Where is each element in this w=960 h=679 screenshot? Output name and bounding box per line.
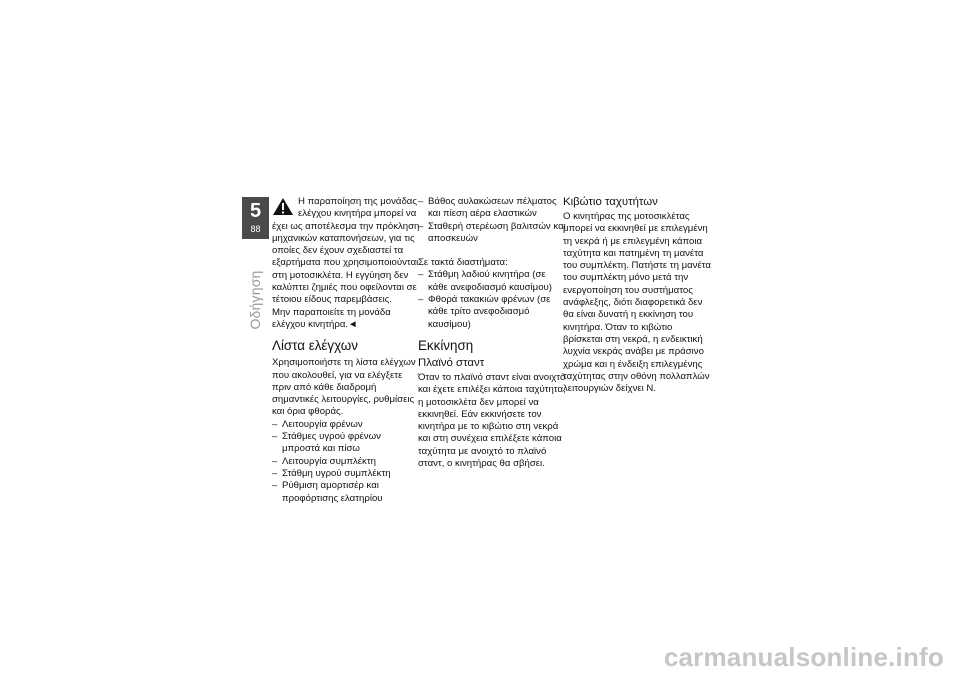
checklist-list-continued	[418, 196, 566, 245]
interval-list	[418, 269, 566, 330]
list-item: – Στάθμη υγρού συμπλέκτη	[272, 468, 420, 480]
gearbox-heading: Κιβώτιο ταχυτήτων	[563, 196, 658, 208]
list-item: – Ρύθμιση αμορτισέρ και προφόρτισης ελατηρίου	[272, 480, 420, 505]
column-2	[418, 196, 566, 470]
column-3	[563, 196, 711, 395]
warning-text: Η παραποίηση της μονάδας ελέγχου κινητήρα μπορεί να έχει ως αποτέλεσμα την πρόκληση μηχανικών καταπονήσεων, για τις οποίες δεν έχουν σχεδιαστεί τα εξαρτήματα που χρησιμοποιούνται στη μοτοσικλέτα. Η εγγύηση δεν καλύπτει ζημιές που οφείλονται σε τέτοιου είδους παρεμβάσεις.	[272, 196, 420, 306]
list-item: – Φθορά τακακιών φρένων (σε κάθε τρίτο ανεφοδιασμό καυσίμου)	[418, 294, 566, 331]
list-item: – Λειτουργία συμπλέκτη	[272, 456, 420, 468]
chapter-number: 5	[249, 200, 262, 222]
warning-triangle-icon	[272, 197, 294, 216]
page-number: 88	[250, 224, 261, 234]
section-side-label: Οδήγηση	[247, 270, 263, 330]
side-stand-subheading: Πλαϊνό σταντ	[418, 356, 485, 369]
list-item: – Σταθερή στερέωση βαλιτσών και αποσκευών	[418, 221, 566, 246]
side-stand-text: Όταν το πλαϊνό σταντ είναι ανοιχτό και έχετε επιλέξει κάποια ταχύτητα, η μοτοσικλέτα δεν μπορεί να εκκινηθεί. Εάν εκκινήσετε τον κινητήρα με το κιβώτιο στη νεκρά και στη συνέχεια επιλέξετε κάποια ταχύτητα με ανοιχτό το πλαϊνό σταντ, ο κινητήρας θα σβήσει.	[418, 371, 566, 470]
checklist-list	[272, 419, 420, 505]
watermark: carmanualsonline.info	[663, 642, 944, 672]
list-item: – Βάθος αυλακώσεων πέλματος και πίεση αέρα ελαστικών	[418, 196, 566, 221]
chapter-tab	[242, 197, 269, 239]
checklist-intro: Χρησιμοποιήστε τη λίστα ελέγχων που ακολουθεί, για να ελέγξετε πριν από κάθε διαδρομή σημαντικές λειτουργίες, ρυθμίσεις και όρια φθοράς.	[272, 357, 416, 418]
list-item: – Στάθμη λαδιού κινητήρα (σε κάθε ανεφοδιασμό καυσίμου)	[418, 269, 566, 294]
warning-text-2: Μην παραποιείτε τη μονάδα ελέγχου κινητήρα.◄	[272, 306, 391, 330]
gearbox-text: Ο κινητήρας της μοτοσικλέτας μπορεί να εκκινηθεί με επιλεγμένη τη νεκρά ή με επιλεγμένη κάποια ταχύτητα και πατημένη τη μανέτα του συμπλέκτη. Πατήστε τη μανέτα του συμπλέκτη μόνο μετά την ενεργοποίηση του συστήματος ανάφλεξης, διότι διαφορετικά δεν θα είναι δυνατή η εκκίνηση του κινητήρα. Όταν το κιβώτιο βρίσκεται στη νεκρά, η ενδεικτική λυχνία νεκράς ανάβει με πράσινο χρώμα και η ένδειξη επιλεγμένης ταχύτητας στην οθόνη πολλαπλών λειτουργιών δείχνει N.	[563, 211, 711, 395]
column-1	[272, 196, 420, 505]
interval-intro: Σε τακτά διαστήματα:	[418, 257, 508, 269]
checklist-heading: Λίστα ελέγχων	[272, 338, 358, 354]
list-item: – Λειτουργία φρένων	[272, 419, 420, 431]
list-item: – Στάθμες υγρού φρένων μπροστά και πίσω	[272, 431, 420, 456]
starting-heading: Εκκίνηση	[418, 337, 474, 353]
